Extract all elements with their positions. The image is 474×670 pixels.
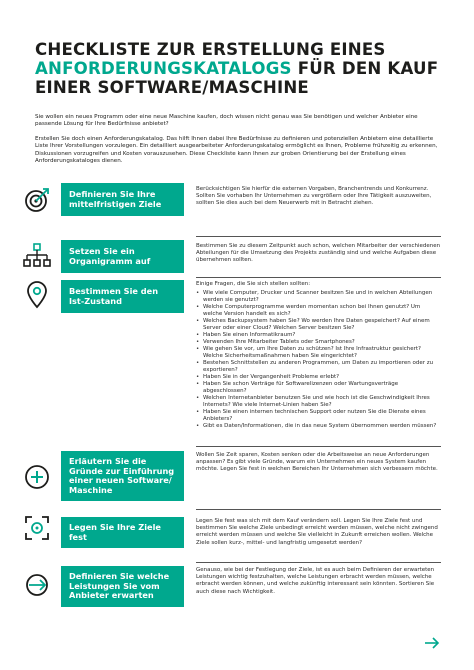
item-label-organigram: Setzen Sie ein Organigramm auf [61, 240, 184, 273]
item-text-services: Genauso, wie bei der Festlegung der Ziele, ist es auch beim Definieren der erwarteten Leistungen wichtig festzuhalten, welche Leistungen erbracht werden müssen, welche erbracht werden können, und welche zukünftig interessant sein könnten. Sortieren Sie auch diese nach Wichtigkeit. [196, 567, 435, 595]
item-label-set-goals: Legen Sie Ihre Ziele fest [61, 517, 184, 548]
list-item: • Verwenden Ihre Mitarbeiter Tablets oder Smartphones? [196, 339, 441, 346]
item-text-set-goals: Legen Sie fest was sich mit dem Kauf verändern soll. Legen Sie Ihre Ziele fest und bestimmen Sie welche Ziele unbedingt erreicht werden müssen, welche nicht zwingend erreicht werden müssen und welche Sie vielleicht in Zukunft erreichen wollen. Welche Ziele sollen kurz-, mittel- und langfristig umgesetzt werden? [196, 518, 438, 546]
item-text-goals: Berücksichtigen Sie hierfür die externen Vorgaben, Branchentrends und Konkurrenz. Sollten Sie vorhaben Ihr Unternehmen zu vergrößern oder Ihre Tätigkeit auszuweiten, sollten Sie dies auch bei dem Neuerwerb mit in Betracht ziehen. [196, 186, 432, 207]
list-item: • Haben Sie in der Vergangenheit Probleme erlebt? [196, 374, 441, 381]
item-text-reasons: Wollen Sie Zeit sparen, Kosten senken oder die Arbeitsweise an neue Anforderungen anpassen? Es gibt viele Gründe, warum ein Unternehmen ein neues System kaufen möchte. Legen Sie fest in welchen Bereichen Ihr Unternehmen sich verbessern möchte. [196, 452, 438, 473]
title-line-1: CHECKLISTE ZUR ERSTELLUNG EINES [35, 40, 386, 59]
divider [196, 562, 441, 563]
focus-target-icon [20, 513, 54, 543]
list-item: • Wie gehen Sie vor, um Ihre Daten zu schützen? Ist Ihre Infrastruktur gesichert? Welche Sicherheitsmaßnahmen haben Sie eingerichtet? [196, 346, 441, 360]
intro-paragraph-1: Sie wollen ein neues Programm oder eine neue Maschine kaufen, doch wissen nicht genau was Sie benötigen und welcher Anbieter eine passende Lösung für Ihre Bedürfnisse anbietet? [35, 114, 418, 128]
current-state-questions [196, 281, 441, 430]
divider [196, 236, 441, 237]
list-item: • Gibt es Daten/Informationen, die in das neue System übernommen werden müssen? [196, 423, 441, 430]
title-line-2 [35, 59, 445, 78]
target-icon [20, 185, 54, 215]
questions-intro: Einige Fragen, die Sie sich stellen sollten: [196, 281, 311, 287]
list-item: • Haben Sie einen Informatikraum? [196, 332, 441, 339]
page-title [35, 40, 445, 97]
item-text-organigram: Bestimmen Sie zu diesem Zeitpunkt auch schon, welchen Mitarbeiter der verschiedenen Abteilungen für die Umsetzung des Projekts zuständig sind und welche Aufgaben diese übernehmen sollten. [196, 243, 441, 264]
divider [196, 277, 441, 278]
question-list [196, 290, 441, 430]
list-item: • Welches Backupsystem haben Sie? Wo werden Ihre Daten gespeichert? Auf einem Server oder einer Cloud? Welchen Server besitzen Sie? [196, 318, 441, 332]
settings-arrow-icon [20, 570, 54, 600]
title-accent: ANFORDERUNGSKATALOGS [35, 59, 292, 78]
title-line-2-rest: FÜR DEN KAUF [291, 59, 439, 78]
plus-circle-icon [20, 462, 54, 492]
arrow-right-icon[interactable] [424, 636, 440, 650]
org-chart-icon [20, 241, 54, 271]
divider [196, 446, 441, 447]
list-item: • Welche Computerprogramme werden momentan schon bei Ihnen genutzt? Um welche Version handelt es sich? [196, 304, 441, 318]
list-item: • Wie viele Computer, Drucker und Scanner besitzen Sie und in welchen Abteilungen werden sie genutzt? [196, 290, 441, 304]
item-label-goals: Definieren Sie Ihre mittelfristigen Ziele [61, 183, 184, 216]
item-label-services: Definieren Sie welche Leistungen Sie vom Anbieter erwarten [61, 566, 184, 607]
title-line-3: EINER SOFTWARE/MASCHINE [35, 78, 309, 97]
divider [196, 509, 441, 510]
item-label-reasons: Erläutern Sie die Gründe zur Einführung einer neuen Software/ Maschine [61, 451, 184, 501]
list-item: • Bestehen Schnittstellen zu anderen Programmen, um Daten zu importieren oder zu exportieren? [196, 360, 441, 374]
location-pin-icon [20, 280, 54, 310]
list-item: • Haben Sie schon Verträge für Softwarelizenzen oder Wartungsverträge abgeschlossen? [196, 381, 441, 395]
intro-paragraph-2: Erstellen Sie doch einen Anforderungskatalog. Das hilft Ihnen dabei Ihre Bedürfnisse zu definieren und potenziellen Anbietern eine detaillierte Liste Ihrer Vorstellungen vorzulegen. Ein detailliert ausgearbeiteter Anforderungskatalog ermöglicht es Ihnen, Probleme frühzeitig zu erkennen, Diskussionen vorzugreifen und Kosten vorauszusehen. Diese Checkliste kann Ihnen zur groben Orientierung bei der Erstellung eines Anforderungskataloges dienen. [35, 136, 438, 165]
list-item: • Welchen Internetanbieter benutzen Sie und wie hoch ist die Geschwindigkeit Ihres Internets? Wie viele Internet-Linien haben Sie? [196, 395, 441, 409]
item-label-current-state: Bestimmen Sie den Ist-Zustand [61, 280, 184, 313]
list-item: • Haben Sie einen internen technischen Support oder nutzen Sie die Dienste eines Anbieters? [196, 409, 441, 423]
